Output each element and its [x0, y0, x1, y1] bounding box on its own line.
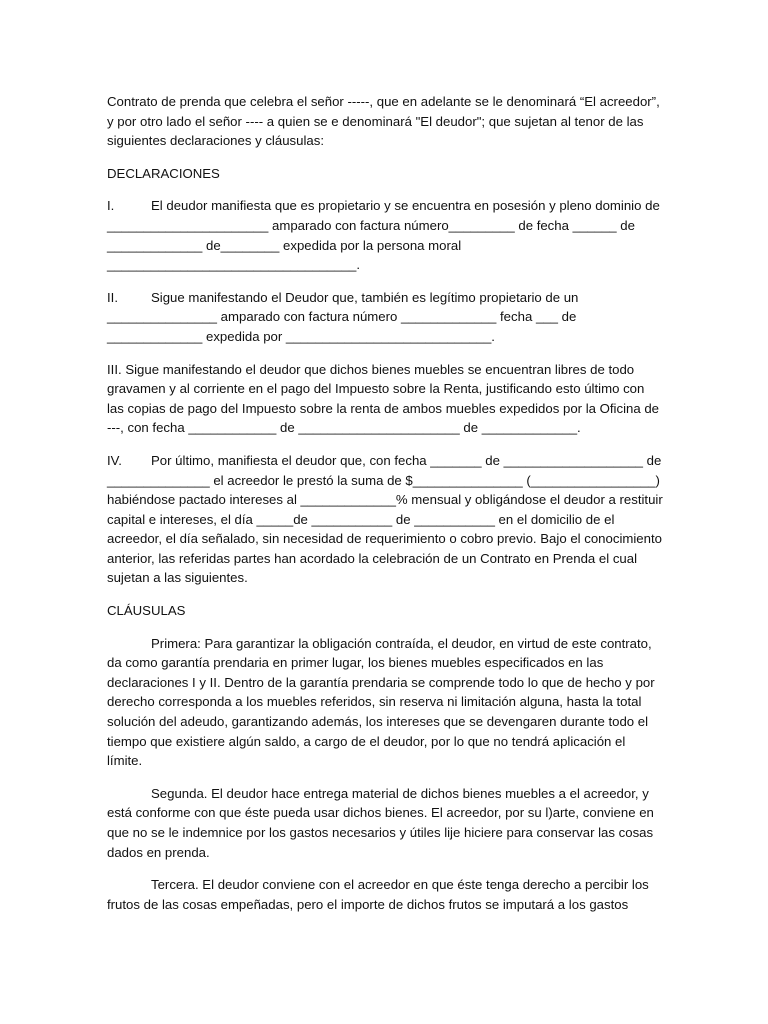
declaration-text: Sigue manifestando el Deudor que, también es legítimo propietario de un _______________ amparado con factura número _____________ fecha ___ de _____________ expedida por ____________________________. — [107, 289, 579, 344]
declaration-text: III. Sigue manifestando el deudor que dichos bienes muebles se encuentran libres de todo gravamen y al corriente en el pago del Impuesto sobre la Renta, justificando esto último con las copias de pago del Impuesto sobre la renta de ambos muebles expedidos por la Oficina de ---, con fecha ____________ de ______________________ de _____________. — [107, 361, 660, 436]
declaration-3 — [107, 360, 663, 438]
declaration-number: I. — [107, 198, 115, 214]
declaration-2 — [107, 288, 663, 347]
declaration-text: El deudor manifiesta que es propietario y se encuentra en posesión y pleno dominio de ______________________ amparado con factura número_________ de fecha ______ de _____________ de________ expedida por la persona moral __________________________________. — [107, 198, 660, 273]
clause-1 — [107, 634, 663, 771]
clause-2 — [107, 784, 663, 862]
clause-3 — [107, 875, 663, 914]
document-body — [107, 92, 663, 927]
clause-text: Primera: Para garantizar la obligación contraída, el deudor, en virtud de este contrato, da como garantía prendaria en primer lugar, los bienes muebles especificados en las declaraciones I y II. Dentro de la garantía prendaria se comprende todo lo que de hecho y por derecho corresponda a los muebles referidos, sin reserva ni limitación alguna, hasta la total solución del adeudo, garantizando además, los intereses que se devengaren durante todo el tiempo que existiere algún saldo, a cargo de el deudor, por lo que no tendrá aplicación el límite. — [107, 635, 655, 769]
declaration-number: IV. — [107, 452, 122, 468]
declaration-number: II. — [107, 289, 118, 305]
contract-intro: Contrato de prenda que celebra el señor -----, que en adelante se le denominará “El acreedor”, y por otro lado el señor ---- a quien se e denominará "El deudor"; que sujetan al tenor de las siguientes declaraciones y cláusulas: — [107, 94, 660, 149]
declarations-heading: DECLARACIONES — [107, 165, 220, 181]
clause-text: Segunda. El deudor hace entrega material de dichos bienes muebles a el acreedor, y está conforme con que éste pueda usar dichos bienes. El acreedor, por su l)arte, conviene en que no se le indemnice por los gastos necesarios y útiles lije hiciere para conservar las cosas dados en prenda. — [107, 785, 654, 860]
declaration-1 — [107, 196, 663, 274]
declaration-text: Por último, manifiesta el deudor que, con fecha _______ de ___________________ de ______________ el acreedor le prestó la suma de $_______________ (_________________) habiéndose pactado intereses al _____________% mensual y obligándose el deudor a restituir capital e intereses, el día _____de ___________ de ___________ en el domicilio de el acreedor, el día señalado, sin necesidad de requerimiento o cobro previo. Bajo el conocimiento anterior, las referidas partes han acordado la celebración de un Contrato en Prenda el cual sujetan a las siguientes. — [107, 452, 663, 586]
clauses-heading: CLÁUSULAS — [107, 603, 186, 619]
clause-text: Tercera. El deudor conviene con el acreedor en que éste tenga derecho a percibir los frutos de las cosas empeñadas, pero el importe de dichos frutos se imputará a los gastos — [107, 877, 649, 912]
declaration-4 — [107, 451, 663, 588]
